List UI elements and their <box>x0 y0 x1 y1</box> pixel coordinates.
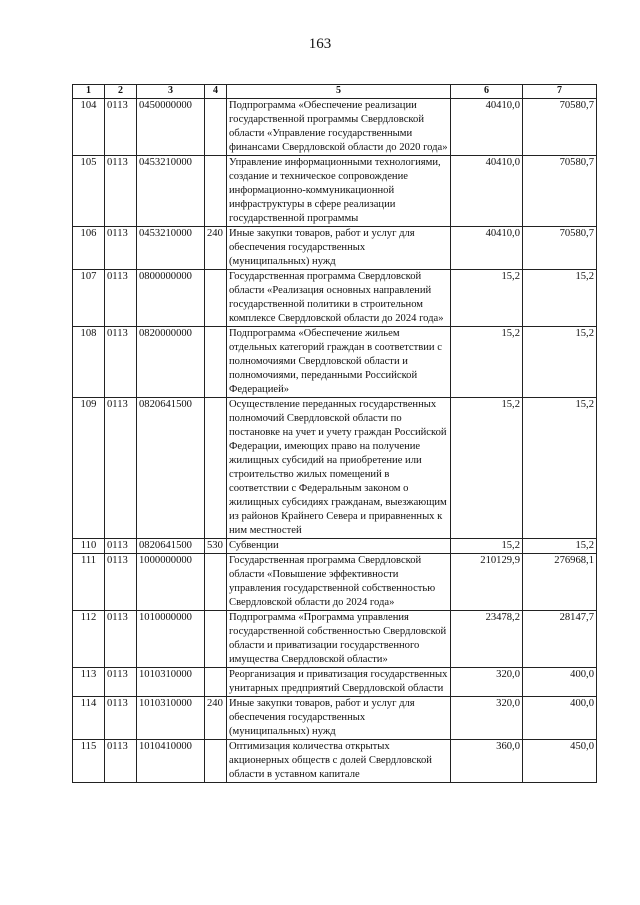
table-row <box>73 740 597 783</box>
column-header: 1 <box>73 85 105 99</box>
item-description: Подпрограмма «Обеспечение реализации государственной программы Свердловской области «Управление государственными финансами Свердловской области до 2020 года» <box>227 99 451 156</box>
expense-type-code: 240 <box>205 227 227 270</box>
section-code: 0113 <box>105 156 137 227</box>
row-number: 113 <box>73 668 105 697</box>
expense-type-code: 530 <box>205 539 227 554</box>
amount-col6: 15,2 <box>451 398 523 539</box>
expense-type-code <box>205 740 227 783</box>
section-code: 0113 <box>105 99 137 156</box>
amount-col6: 40410,0 <box>451 227 523 270</box>
section-code: 0113 <box>105 270 137 327</box>
column-header: 6 <box>451 85 523 99</box>
section-code: 0113 <box>105 668 137 697</box>
table-row <box>73 270 597 327</box>
amount-col6: 320,0 <box>451 668 523 697</box>
row-number: 105 <box>73 156 105 227</box>
target-article-code: 0820000000 <box>137 327 205 398</box>
row-number: 109 <box>73 398 105 539</box>
expense-type-code <box>205 398 227 539</box>
amount-col6: 320,0 <box>451 697 523 740</box>
amount-col7: 15,2 <box>523 539 597 554</box>
target-article-code: 1010410000 <box>137 740 205 783</box>
item-description: Управление информационными технологиями, создание и техническое сопровождение информационно-коммуникационной инфраструктуры в сфере реализации государственной программы <box>227 156 451 227</box>
item-description: Оптимизация количества открытых акционерных обществ с долей Свердловской области в уставном капитале <box>227 740 451 783</box>
amount-col6: 23478,2 <box>451 611 523 668</box>
expense-type-code <box>205 554 227 611</box>
section-code: 0113 <box>105 554 137 611</box>
table-row <box>73 539 597 554</box>
table-row <box>73 99 597 156</box>
amount-col6: 15,2 <box>451 270 523 327</box>
item-description: Подпрограмма «Обеспечение жильем отдельных категорий граждан в соответствии с полномочиями Свердловской области и полномочиями, переданными Российской Федерацией» <box>227 327 451 398</box>
amount-col7: 70580,7 <box>523 156 597 227</box>
item-description: Осуществление переданных государственных полномочий Свердловской области по постановке на учет и учету граждан Российской Федерации, имеющих право на получение жилищных субсидий на приобретение или строительство жилых помещений в соответствии с Федеральным законом о жилищных субсидиях гражданам, выезжающим из районов Крайнего Севера и приравненных к ним местностей <box>227 398 451 539</box>
table-row <box>73 398 597 539</box>
target-article-code: 1000000000 <box>137 554 205 611</box>
row-number: 114 <box>73 697 105 740</box>
budget-table <box>72 84 597 783</box>
amount-col7: 70580,7 <box>523 227 597 270</box>
target-article-code: 0820641500 <box>137 398 205 539</box>
page-number: 163 <box>308 36 332 52</box>
section-code: 0113 <box>105 227 137 270</box>
expense-type-code <box>205 611 227 668</box>
column-header: 4 <box>205 85 227 99</box>
table-row <box>73 227 597 270</box>
section-code: 0113 <box>105 740 137 783</box>
row-number: 112 <box>73 611 105 668</box>
item-description: Подпрограмма «Программа управления государственной собственностью Свердловской области и приватизации государственного имущества Свердловской области» <box>227 611 451 668</box>
item-description: Государственная программа Свердловской области «Повышение эффективности управления государственной собственностью Свердловской области до 2024 года» <box>227 554 451 611</box>
column-header: 5 <box>227 85 451 99</box>
target-article-code: 1010310000 <box>137 668 205 697</box>
item-description: Иные закупки товаров, работ и услуг для обеспечения государственных (муниципальных) нужд <box>227 697 451 740</box>
row-number: 111 <box>73 554 105 611</box>
column-header: 2 <box>105 85 137 99</box>
expense-type-code <box>205 270 227 327</box>
target-article-code: 0800000000 <box>137 270 205 327</box>
table-row <box>73 156 597 227</box>
item-description: Государственная программа Свердловской области «Реализация основных направлений государственной политики в строительном комплексе Свердловской области до 2024 года» <box>227 270 451 327</box>
column-header: 7 <box>523 85 597 99</box>
row-number: 110 <box>73 539 105 554</box>
row-number: 108 <box>73 327 105 398</box>
amount-col7: 15,2 <box>523 327 597 398</box>
row-number: 115 <box>73 740 105 783</box>
amount-col6: 40410,0 <box>451 99 523 156</box>
item-description: Субвенции <box>227 539 451 554</box>
amount-col7: 28147,7 <box>523 611 597 668</box>
amount-col7: 15,2 <box>523 270 597 327</box>
table-row <box>73 554 597 611</box>
table-row <box>73 697 597 740</box>
amount-col7: 400,0 <box>523 668 597 697</box>
amount-col7: 15,2 <box>523 398 597 539</box>
row-number: 104 <box>73 99 105 156</box>
amount-col6: 40410,0 <box>451 156 523 227</box>
target-article-code: 0820641500 <box>137 539 205 554</box>
section-code: 0113 <box>105 327 137 398</box>
section-code: 0113 <box>105 398 137 539</box>
amount-col7: 70580,7 <box>523 99 597 156</box>
section-code: 0113 <box>105 611 137 668</box>
expense-type-code: 240 <box>205 697 227 740</box>
amount-col7: 276968,1 <box>523 554 597 611</box>
target-article-code: 0453210000 <box>137 156 205 227</box>
amount-col7: 400,0 <box>523 697 597 740</box>
expense-type-code <box>205 327 227 398</box>
amount-col6: 15,2 <box>451 539 523 554</box>
section-code: 0113 <box>105 697 137 740</box>
target-article-code: 1010000000 <box>137 611 205 668</box>
amount-col6: 210129,9 <box>451 554 523 611</box>
item-description: Иные закупки товаров, работ и услуг для обеспечения государственных (муниципальных) нужд <box>227 227 451 270</box>
amount-col7: 450,0 <box>523 740 597 783</box>
target-article-code: 1010310000 <box>137 697 205 740</box>
expense-type-code <box>205 99 227 156</box>
expense-type-code <box>205 668 227 697</box>
amount-col6: 15,2 <box>451 327 523 398</box>
row-number: 107 <box>73 270 105 327</box>
column-header: 3 <box>137 85 205 99</box>
table-row <box>73 327 597 398</box>
table-row <box>73 611 597 668</box>
expense-type-code <box>205 156 227 227</box>
target-article-code: 0453210000 <box>137 227 205 270</box>
target-article-code: 0450000000 <box>137 99 205 156</box>
table-row <box>73 668 597 697</box>
amount-col6: 360,0 <box>451 740 523 783</box>
section-code: 0113 <box>105 539 137 554</box>
row-number: 106 <box>73 227 105 270</box>
header-row <box>73 85 597 99</box>
item-description: Реорганизация и приватизация государственных унитарных предприятий Свердловской области <box>227 668 451 697</box>
